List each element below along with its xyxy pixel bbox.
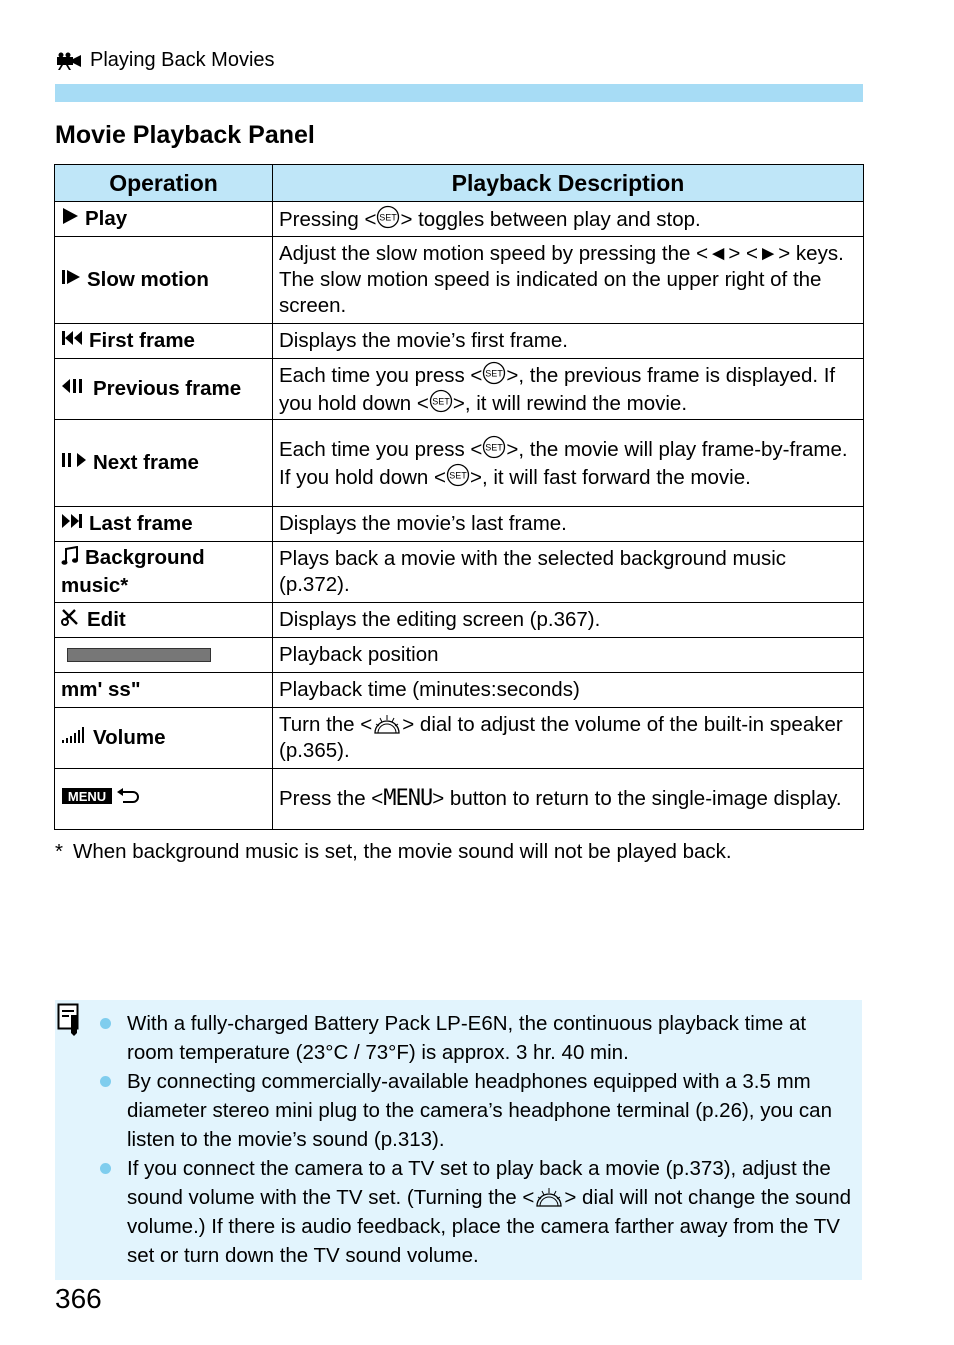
table-row (55, 202, 864, 237)
operation-label: Slow motion (87, 268, 209, 291)
description-cell (273, 324, 864, 359)
bullet-icon (100, 1018, 111, 1029)
operation-label: Next frame (93, 451, 199, 474)
description-cell (273, 237, 864, 324)
description-cell (273, 673, 864, 708)
table-row (55, 638, 864, 673)
text-segment: >, the movie will play frame-by-frame. If you hold down < (279, 438, 848, 489)
svg-text:SET: SET (485, 368, 504, 379)
set-button-icon (446, 466, 470, 489)
description-cell (273, 708, 864, 769)
svg-text:SET: SET (485, 442, 504, 453)
description-cell (273, 603, 864, 638)
next-frame-icon (61, 450, 87, 476)
table-row (55, 708, 864, 769)
operation-label: Edit (87, 608, 126, 631)
text-segment: >, it will fast forward the movie. (469, 466, 751, 489)
footnote-mark: * (55, 840, 63, 863)
text-segment: Playback time (minutes:seconds) (279, 678, 580, 701)
text-segment: If you connect the camera to a TV set to play back a movie (p.373), adjust the sound volume with the TV set. (Turning the < (127, 1157, 831, 1209)
text-segment: > dial to adjust the volume of the built-in speaker (p.365). (279, 713, 843, 762)
operation-cell (55, 507, 273, 542)
operation-label: Volume (93, 726, 166, 749)
menu-return-icon (61, 786, 145, 813)
table-row (55, 603, 864, 638)
table-row (55, 420, 864, 507)
text-segment: Displays the movie’s first frame. (279, 329, 568, 352)
movie-camera-icon (56, 52, 82, 70)
volume-icon (61, 725, 87, 751)
notes-list (97, 1009, 852, 1270)
description-cell (273, 769, 864, 830)
table-row (55, 324, 864, 359)
text-segment: Displays the editing screen (p.367). (279, 608, 601, 631)
text-segment: > button to return to the single-image display. (432, 787, 842, 810)
quick-control-dial-icon (534, 1186, 564, 1209)
note-item (97, 1067, 852, 1154)
text-segment: Pressing < (279, 208, 377, 231)
music-note-icon (61, 546, 79, 573)
operation-cell (55, 359, 273, 420)
movie-playback-panel-table (54, 164, 864, 830)
operation-label: First frame (89, 329, 195, 352)
svg-text:SET: SET (379, 212, 398, 223)
operation-cell (55, 420, 273, 507)
memo-icon (57, 1003, 83, 1042)
description-cell (273, 542, 864, 603)
operation-cell (55, 237, 273, 324)
set-button-icon (376, 208, 400, 231)
text-segment: Adjust the slow motion speed by pressing the <◄> <►> keys. The slow motion speed is indicated on the upper right of the screen. (279, 242, 844, 317)
text-segment: With a fully-charged Battery Pack LP-E6N, the continuous playback time at room temperature (23°C / 73°F) is approx. 3 hr. 40 min. (127, 1012, 807, 1064)
footnote-text: When background music is set, the movie sound will not be played back. (73, 840, 732, 863)
header-title: Playing Back Movies (90, 49, 275, 71)
header-operation: Operation (55, 165, 273, 202)
text-segment: > toggles between play and stop. (400, 208, 701, 231)
menu-button-icon: MENU (383, 786, 433, 811)
operation-label: Previous frame (93, 377, 242, 400)
text-segment: >, the previous frame is displayed. If you hold down < (279, 364, 836, 415)
slow-motion-icon (61, 267, 81, 293)
note-item (97, 1009, 852, 1067)
table-row (55, 542, 864, 603)
table-row (55, 673, 864, 708)
text-segment: Turn the < (279, 713, 373, 736)
table-row (55, 237, 864, 324)
description-cell (273, 507, 864, 542)
quick-control-dial-icon (372, 713, 402, 736)
svg-text:MENU: MENU (67, 788, 107, 804)
set-button-icon (482, 438, 506, 461)
operation-cell (55, 769, 273, 830)
description-cell (273, 420, 864, 507)
text-segment: Press the < (279, 787, 384, 810)
running-header (56, 49, 275, 72)
previous-frame-icon (61, 376, 87, 402)
operation-cell (55, 542, 273, 603)
text-segment: Displays the movie’s last frame. (279, 512, 567, 535)
playback-position-bar (67, 648, 211, 662)
description-cell (273, 202, 864, 237)
text-segment: Each time you press < (279, 364, 483, 387)
operation-label: Play (85, 207, 128, 230)
svg-text:SET: SET (449, 470, 467, 481)
set-button-icon (482, 364, 506, 387)
text-segment: Playback position (279, 643, 439, 666)
header-description: Playback Description (273, 165, 864, 202)
text-segment: By connecting commercially-available headphones equipped with a 3.5 mm diameter stereo mini plug to the camera’s headphone terminal (p.26), you can listen to the movie’s sound (p.313). (127, 1070, 832, 1151)
table-row (55, 359, 864, 420)
text-segment: > dial will not change the sound volume.) If there is audio feedback, place the camera farther away from the TV set or turn down the TV sound volume. (127, 1186, 852, 1267)
set-button-icon (429, 392, 453, 415)
last-frame-icon (61, 511, 83, 537)
play-icon (61, 206, 79, 232)
table-row (55, 769, 864, 830)
svg-text:SET: SET (432, 396, 450, 407)
notes-box (55, 1000, 862, 1280)
description-cell (273, 359, 864, 420)
table-row (55, 507, 864, 542)
page-number: 366 (55, 1283, 102, 1314)
scissors-icon (61, 607, 81, 633)
note-item (97, 1154, 852, 1270)
description-cell (273, 638, 864, 673)
bullet-icon (100, 1163, 111, 1174)
operation-label: Background music* (61, 546, 205, 597)
operation-label: mm' ss" (61, 678, 141, 701)
operation-cell (55, 324, 273, 359)
operation-cell (55, 202, 273, 237)
text-segment: Each time you press < (279, 438, 483, 461)
operation-cell (55, 603, 273, 638)
text-segment: Plays back a movie with the selected background music (p.372). (279, 547, 787, 596)
table-header-row (55, 165, 864, 202)
operation-cell (55, 708, 273, 769)
text-segment: >, it will rewind the movie. (452, 392, 688, 415)
bullet-icon (100, 1076, 111, 1087)
section-title: Movie Playback Panel (55, 121, 315, 149)
first-frame-icon (61, 328, 83, 354)
operation-cell (55, 638, 273, 673)
operation-cell (55, 673, 273, 708)
operation-label: Last frame (89, 512, 193, 535)
header-color-rule (55, 84, 863, 102)
footnote (55, 840, 732, 864)
